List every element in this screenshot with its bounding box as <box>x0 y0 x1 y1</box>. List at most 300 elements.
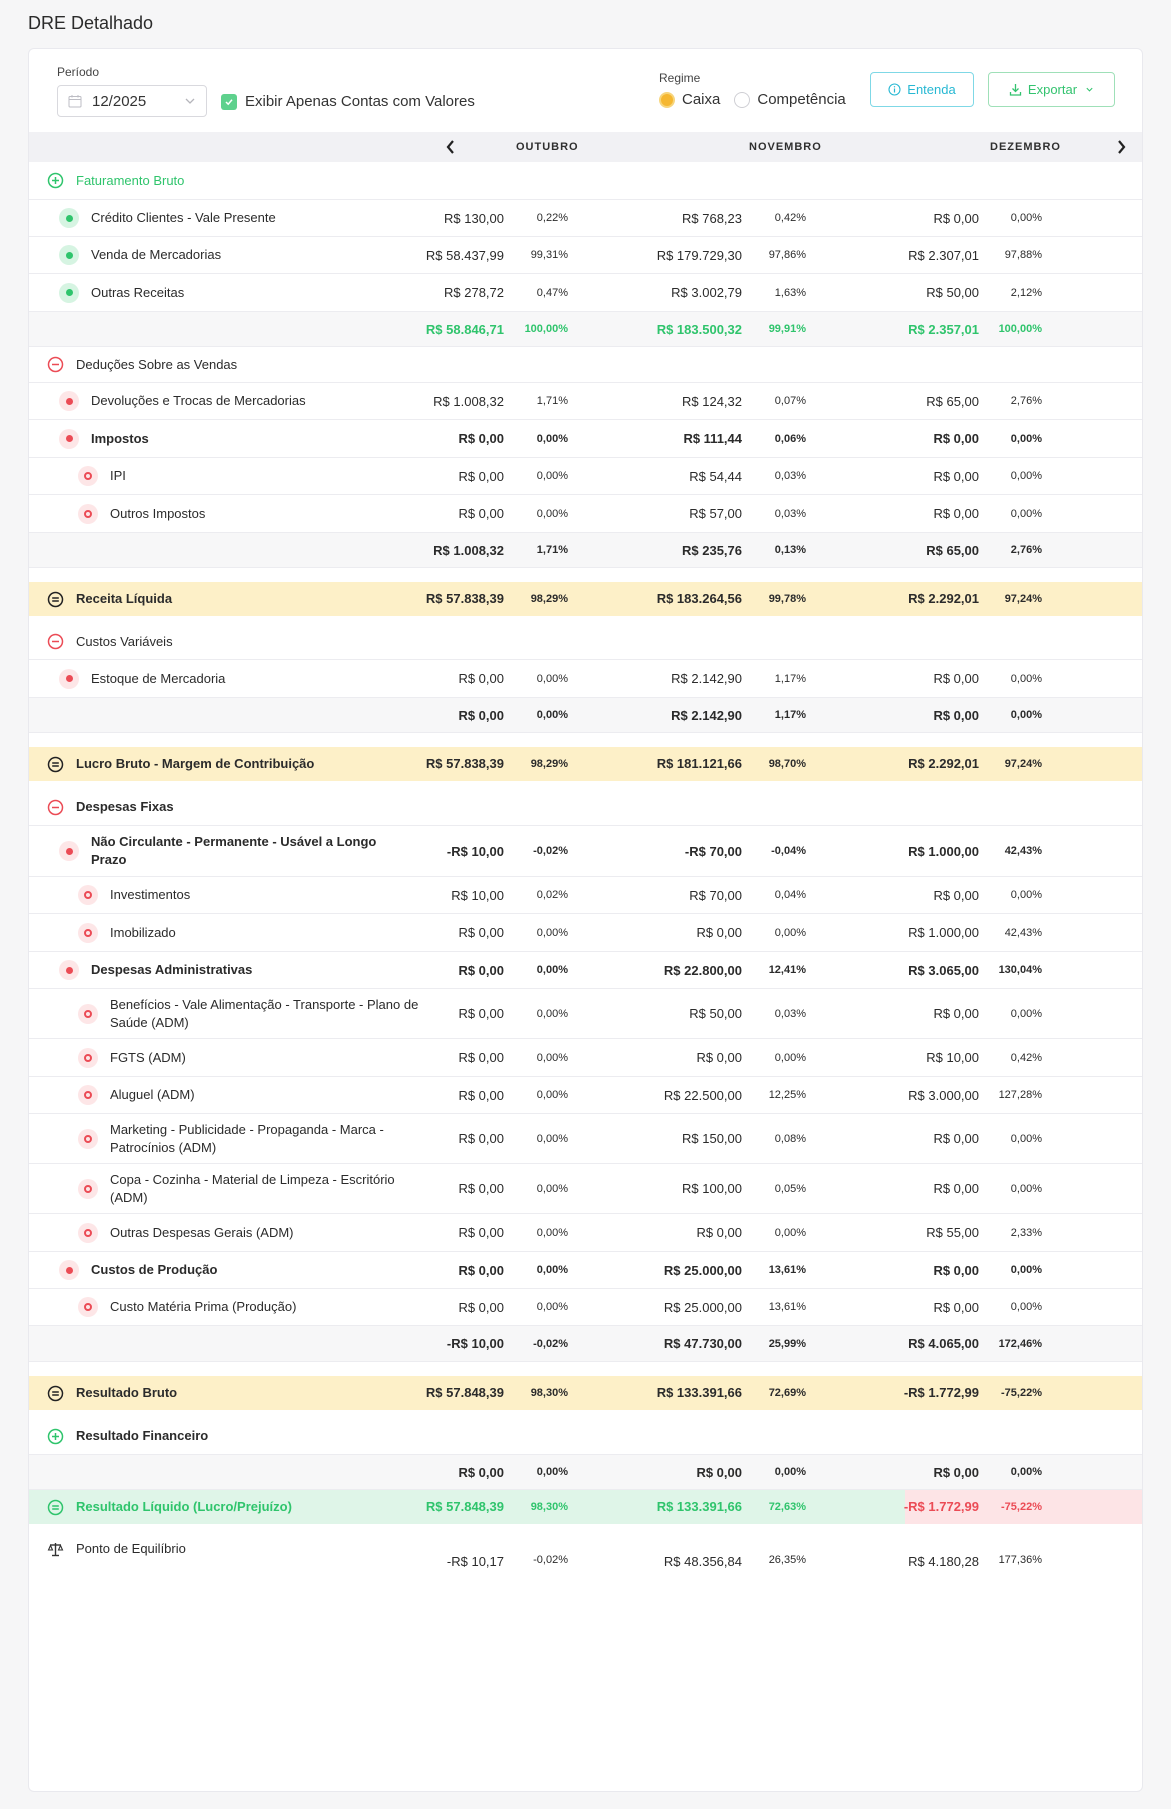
value-cell: R$ 0,00 <box>933 708 979 723</box>
value-cell: -R$ 10,00 <box>446 1336 504 1351</box>
value-cell: R$ 0,00 <box>458 1050 504 1065</box>
value-cell: R$ 0,00 <box>933 1465 979 1480</box>
row-label: Crédito Clientes - Vale Presente <box>91 210 276 225</box>
value-cell: R$ 0,00 <box>458 506 504 521</box>
chevron-down-icon <box>184 95 196 107</box>
ring-bullet-icon <box>78 1004 98 1024</box>
value-cell: R$ 0,00 <box>933 506 979 521</box>
final-row <box>29 1490 1143 1524</box>
percent-cell: 25,99% <box>768 1338 806 1350</box>
value-cell: R$ 0,00 <box>458 671 504 686</box>
value-cell: R$ 0,00 <box>458 925 504 940</box>
table-row[interactable] <box>29 914 1143 952</box>
page-title: DRE Detalhado <box>28 13 154 33</box>
percent-cell: 0,00% <box>536 1133 568 1145</box>
percent-cell: -75,22% <box>1001 1387 1042 1399</box>
row-label: Resultado Líquido (Lucro/Prejuízo) <box>76 1499 292 1514</box>
value-cell: R$ 0,00 <box>696 1225 742 1240</box>
value-cell: R$ 22.800,00 <box>663 963 742 978</box>
table-row[interactable] <box>29 989 1143 1039</box>
row-label: IPI <box>110 468 126 483</box>
percent-cell: 2,33% <box>1010 1227 1042 1239</box>
equals-circle-icon <box>47 1385 64 1402</box>
table-row[interactable] <box>29 952 1143 989</box>
value-cell: R$ 70,00 <box>689 888 742 903</box>
value-cell: R$ 50,00 <box>926 285 979 300</box>
percent-cell: 0,00% <box>774 927 806 939</box>
scale-balance-icon <box>47 1541 64 1558</box>
percent-cell: 0,00% <box>536 1227 568 1239</box>
value-cell: R$ 0,00 <box>458 1006 504 1021</box>
percent-cell: 0,00% <box>1010 889 1042 901</box>
section-row[interactable] <box>29 789 1143 826</box>
value-cell: R$ 0,00 <box>458 431 504 446</box>
period-value: 12/2025 <box>92 92 147 110</box>
row-label: Estoque de Mercadoria <box>91 670 226 686</box>
value-cell: R$ 57,00 <box>689 506 742 521</box>
percent-cell: 0,04% <box>774 889 806 901</box>
value-cell: R$ 3.000,00 <box>908 1088 979 1103</box>
entenda-button[interactable]: Entenda <box>870 72 974 107</box>
value-cell: R$ 58.437,99 <box>425 248 504 263</box>
ring-bullet-icon <box>78 885 98 905</box>
value-cell: R$ 0,00 <box>458 1225 504 1240</box>
row-label: Outros Impostos <box>110 505 206 521</box>
ring-bullet-icon <box>78 1085 98 1105</box>
value-cell: R$ 58.846,71 <box>425 322 504 337</box>
value-cell: R$ 2.292,01 <box>908 756 979 771</box>
value-cell: R$ 0,00 <box>933 671 979 686</box>
previous-month-button[interactable] <box>442 138 460 156</box>
percent-cell: 0,00% <box>536 470 568 482</box>
ring-bullet-icon <box>78 504 98 524</box>
value-cell: -R$ 10,00 <box>446 844 504 859</box>
row-label: Custos de Produção <box>91 1262 218 1277</box>
table-row[interactable] <box>29 1164 1143 1214</box>
row-label: Devoluções e Trocas de Mercadorias <box>91 393 306 408</box>
row-label: Despesas Administrativas <box>91 962 253 977</box>
section-row[interactable] <box>29 1418 1143 1455</box>
percent-cell: 1,17% <box>774 673 806 685</box>
value-cell: R$ 1.000,00 <box>908 844 979 859</box>
equals-circle-icon <box>47 756 64 773</box>
percent-cell: 0,00% <box>1010 1264 1042 1276</box>
value-cell: R$ 278,72 <box>444 285 504 300</box>
value-cell: R$ 0,00 <box>933 1300 979 1315</box>
value-cell: -R$ 70,00 <box>684 844 742 859</box>
value-cell: R$ 0,00 <box>458 1088 504 1103</box>
value-cell: R$ 25.000,00 <box>663 1263 742 1278</box>
percent-cell: 0,03% <box>774 470 806 482</box>
row-label: Custo Matéria Prima (Produção) <box>110 1299 297 1314</box>
row-label: Outras Despesas Gerais (ADM) <box>110 1224 294 1240</box>
percent-cell: 100,00% <box>524 323 568 335</box>
percent-cell: 0,00% <box>536 709 568 721</box>
percent-cell: 99,91% <box>768 323 806 335</box>
percent-cell: 0,00% <box>774 1227 806 1239</box>
percent-cell: -0,04% <box>771 845 806 857</box>
value-cell: R$ 111,44 <box>683 431 742 446</box>
value-cell: R$ 0,00 <box>933 431 979 446</box>
value-cell: R$ 181.121,66 <box>656 756 742 771</box>
value-cell: R$ 0,00 <box>933 888 979 903</box>
row-label: Não Circulante - Permanente - Usável a Longo Prazo <box>91 834 377 867</box>
regime-competencia-radio[interactable]: Competência <box>734 91 845 108</box>
percent-cell: 0,00% <box>1010 673 1042 685</box>
ring-bullet-icon <box>78 923 98 943</box>
dre-card <box>28 48 1143 1792</box>
section-row[interactable] <box>29 162 1143 200</box>
total-row <box>29 312 1143 347</box>
value-cell: R$ 0,00 <box>933 211 979 226</box>
row-label: Venda de Mercadorias <box>91 247 222 262</box>
row-label: Despesas Fixas <box>76 799 174 814</box>
value-cell: R$ 2.292,01 <box>908 591 979 606</box>
radio-selected-icon <box>659 92 675 108</box>
percent-cell: 0,00% <box>536 1052 568 1064</box>
table-row[interactable] <box>29 1214 1143 1252</box>
value-cell: R$ 0,00 <box>458 1263 504 1278</box>
toolbar <box>29 49 1142 132</box>
column-header-dezembro: DEZEMBRO <box>990 141 1061 153</box>
next-month-button[interactable] <box>1112 138 1130 156</box>
row-label: Ponto de Equilíbrio <box>76 1541 186 1556</box>
percent-cell: 99,78% <box>768 593 806 605</box>
percent-cell: 97,88% <box>1004 249 1042 261</box>
exportar-button[interactable]: Exportar <box>988 72 1115 107</box>
minus-circle-icon <box>47 633 64 650</box>
column-header-novembro: NOVEMBRO <box>749 141 822 153</box>
percent-cell: -0,02% <box>533 1338 568 1350</box>
percent-cell: 1,71% <box>536 395 568 407</box>
percent-cell: 0,00% <box>536 673 568 685</box>
row-label: Custos Variáveis <box>76 633 173 649</box>
percent-cell: 0,13% <box>774 544 806 556</box>
percent-cell: 1,63% <box>774 287 806 299</box>
bullet-icon <box>59 669 79 689</box>
percent-cell: 0,00% <box>1010 1133 1042 1145</box>
value-cell: R$ 133.391,66 <box>656 1499 742 1514</box>
period-select[interactable] <box>57 85 207 117</box>
chevron-down-icon <box>1085 85 1094 94</box>
percent-cell: 0,00% <box>536 1183 568 1195</box>
percent-cell: -0,02% <box>533 845 568 857</box>
percent-cell: 0,00% <box>1010 1183 1042 1195</box>
row-label: Copa - Cozinha - Material de Limpeza - Escritório (ADM) <box>110 1171 395 1205</box>
bullet-icon <box>59 429 79 449</box>
table-row[interactable] <box>29 877 1143 914</box>
value-cell: R$ 10,00 <box>926 1050 979 1065</box>
row-label: Resultado Financeiro <box>76 1428 209 1443</box>
value-cell: R$ 3.065,00 <box>908 963 979 978</box>
percent-cell: 26,35% <box>768 1554 806 1566</box>
percent-cell: 0,00% <box>536 508 568 520</box>
plus-circle-icon <box>47 172 64 189</box>
value-cell: R$ 1.008,32 <box>433 543 504 558</box>
minus-circle-icon <box>47 799 64 816</box>
value-cell: R$ 0,00 <box>696 925 742 940</box>
row-label: FGTS (ADM) <box>110 1049 186 1065</box>
value-cell: R$ 0,00 <box>458 469 504 484</box>
percent-cell: 99,31% <box>530 249 568 261</box>
ring-bullet-icon <box>78 1297 98 1317</box>
percent-cell: 2,76% <box>1010 395 1042 407</box>
percent-cell: 0,07% <box>774 395 806 407</box>
percent-cell: 13,61% <box>768 1301 806 1313</box>
percent-cell: 127,28% <box>998 1089 1042 1101</box>
percent-cell: 0,00% <box>774 1052 806 1064</box>
value-cell: R$ 0,00 <box>458 1300 504 1315</box>
percent-cell: 12,41% <box>768 964 806 976</box>
percent-cell: 0,00% <box>536 1089 568 1101</box>
table-row[interactable] <box>29 420 1143 458</box>
percent-cell: 0,00% <box>1010 1466 1042 1478</box>
value-cell: R$ 0,00 <box>933 1006 979 1021</box>
table-row[interactable] <box>29 495 1143 533</box>
percent-cell: 42,43% <box>1004 927 1042 939</box>
percent-cell: 97,24% <box>1004 758 1042 770</box>
periodo-label: Período <box>57 65 100 79</box>
table-row[interactable] <box>29 1114 1143 1164</box>
percent-cell: 97,86% <box>768 249 806 261</box>
value-cell: R$ 124,32 <box>682 394 742 409</box>
minus-circle-icon <box>47 356 64 373</box>
percent-cell: 98,29% <box>530 758 568 770</box>
value-cell: R$ 2.357,01 <box>908 322 979 337</box>
percent-cell: -0,02% <box>533 1554 568 1566</box>
value-cell: R$ 0,00 <box>458 1181 504 1196</box>
percent-cell: 0,00% <box>536 1466 568 1478</box>
value-cell: R$ 65,00 <box>926 543 979 558</box>
table-row[interactable] <box>29 1039 1143 1077</box>
percent-cell: 1,71% <box>536 544 568 556</box>
percent-cell: 98,30% <box>530 1501 568 1513</box>
percent-cell: 0,03% <box>774 1008 806 1020</box>
percent-cell: 0,02% <box>536 889 568 901</box>
percent-cell: 98,30% <box>530 1387 568 1399</box>
plus-circle-icon <box>47 1428 64 1445</box>
table-row[interactable] <box>29 1289 1143 1326</box>
value-cell: R$ 130,00 <box>444 211 504 226</box>
percent-cell: 100,00% <box>998 323 1042 335</box>
percent-cell: 130,04% <box>998 964 1042 976</box>
percent-cell: 97,24% <box>1004 593 1042 605</box>
value-cell: R$ 183.500,32 <box>656 322 742 337</box>
breakeven-row <box>29 1524 1143 1580</box>
regime-caixa-radio[interactable]: Caixa <box>659 91 720 108</box>
value-cell: R$ 3.002,79 <box>671 285 742 300</box>
total-row <box>29 533 1143 568</box>
percent-cell: 0,00% <box>536 1264 568 1276</box>
value-cell: R$ 0,00 <box>458 1465 504 1480</box>
percent-cell: 12,25% <box>768 1089 806 1101</box>
percent-cell: 2,76% <box>1010 544 1042 556</box>
value-cell: R$ 50,00 <box>689 1006 742 1021</box>
percent-cell: 177,36% <box>998 1554 1042 1566</box>
row-label: Marketing - Publicidade - Propaganda - Marca - Patrocínios (ADM) <box>110 1121 384 1155</box>
percent-cell: 0,00% <box>1010 1008 1042 1020</box>
percent-cell: 172,46% <box>998 1338 1042 1350</box>
percent-cell: 0,00% <box>536 927 568 939</box>
percent-cell: 42,43% <box>1004 845 1042 857</box>
value-cell: R$ 0,00 <box>933 1263 979 1278</box>
table-row[interactable] <box>29 274 1143 312</box>
ring-bullet-icon <box>78 1048 98 1068</box>
value-cell: R$ 1.000,00 <box>908 925 979 940</box>
value-cell: R$ 2.142,90 <box>671 708 742 723</box>
percent-cell: -75,22% <box>1001 1501 1042 1513</box>
value-cell: R$ 133.391,66 <box>656 1385 742 1400</box>
value-cell: R$ 4.180,28 <box>908 1554 979 1569</box>
value-cell: R$ 55,00 <box>926 1225 979 1240</box>
equals-circle-icon <box>47 1499 64 1516</box>
value-cell: R$ 0,00 <box>696 1050 742 1065</box>
result-row <box>29 1376 1143 1410</box>
value-cell: R$ 10,00 <box>451 888 504 903</box>
ring-bullet-icon <box>78 1179 98 1199</box>
percent-cell: 0,00% <box>536 1008 568 1020</box>
value-cell: -R$ 10,17 <box>446 1554 504 1569</box>
regime-label: Regime <box>659 71 701 85</box>
percent-cell: 0,00% <box>1010 470 1042 482</box>
percent-cell: 0,00% <box>1010 508 1042 520</box>
value-cell: R$ 0,00 <box>933 1131 979 1146</box>
calendar-icon <box>68 94 82 108</box>
table-row[interactable] <box>29 826 1143 877</box>
section-row[interactable] <box>29 624 1143 660</box>
percent-cell: 0,22% <box>536 212 568 224</box>
value-cell: R$ 150,00 <box>682 1131 742 1146</box>
ring-bullet-icon <box>78 1223 98 1243</box>
column-header-outubro: OUTUBRO <box>516 141 579 153</box>
value-cell: R$ 54,44 <box>689 469 742 484</box>
table-row[interactable] <box>29 383 1143 420</box>
row-label: Resultado Bruto <box>76 1385 178 1400</box>
row-label: Receita Líquida <box>76 591 173 606</box>
row-label: Investimentos <box>110 887 191 902</box>
row-label: Faturamento Bruto <box>76 172 185 188</box>
checkbox-label: Exibir Apenas Contas com Valores <box>245 93 475 110</box>
value-cell: R$ 0,00 <box>458 963 504 978</box>
value-cell: R$ 22.500,00 <box>663 1088 742 1103</box>
bullet-icon <box>59 841 79 861</box>
percent-cell: 0,00% <box>536 964 568 976</box>
value-cell: R$ 2.142,90 <box>671 671 742 686</box>
value-cell: R$ 47.730,00 <box>663 1336 742 1351</box>
result-row <box>29 747 1143 781</box>
value-cell: R$ 768,23 <box>682 211 742 226</box>
bullet-icon <box>59 283 79 303</box>
ring-bullet-icon <box>78 466 98 486</box>
month-header <box>29 132 1143 162</box>
percent-cell: 0,00% <box>1010 709 1042 721</box>
percent-cell: 0,42% <box>774 212 806 224</box>
value-cell: R$ 48.356,84 <box>663 1554 742 1569</box>
percent-cell: 0,05% <box>774 1183 806 1195</box>
table-row[interactable] <box>29 458 1143 495</box>
row-label: Aluguel (ADM) <box>110 1087 195 1102</box>
value-cell: R$ 0,00 <box>933 469 979 484</box>
percent-cell: 0,06% <box>774 433 806 445</box>
percent-cell: 0,00% <box>1010 433 1042 445</box>
percent-cell: 0,47% <box>536 287 568 299</box>
download-icon <box>1009 83 1022 96</box>
radio-unselected-icon <box>734 92 750 108</box>
value-cell: R$ 0,00 <box>458 708 504 723</box>
table-row[interactable] <box>29 200 1143 237</box>
value-cell: R$ 57.848,39 <box>425 1499 504 1514</box>
value-cell: R$ 0,00 <box>458 1131 504 1146</box>
row-label: Deduções Sobre as Vendas <box>76 356 238 372</box>
result-row <box>29 582 1143 616</box>
bullet-icon <box>59 960 79 980</box>
table-row[interactable] <box>29 1077 1143 1114</box>
percent-cell: 0,42% <box>1010 1052 1042 1064</box>
value-cell: R$ 0,00 <box>696 1465 742 1480</box>
section-row[interactable] <box>29 347 1143 383</box>
ring-bullet-icon <box>78 1129 98 1149</box>
percent-cell: 0,00% <box>1010 212 1042 224</box>
checkbox-checked-icon <box>221 94 237 110</box>
value-cell: R$ 0,00 <box>933 1181 979 1196</box>
percent-cell: 0,00% <box>536 1301 568 1313</box>
total-row <box>29 698 1143 733</box>
value-cell: -R$ 1.772,99 <box>903 1499 979 1514</box>
show-only-with-values-checkbox[interactable] <box>221 93 475 110</box>
value-cell: R$ 1.008,32 <box>433 394 504 409</box>
total-row <box>29 1455 1143 1490</box>
row-label: Lucro Bruto - Margem de Contribuição <box>76 756 315 771</box>
value-cell: R$ 4.065,00 <box>908 1336 979 1351</box>
value-cell: -R$ 1.772,99 <box>903 1385 979 1400</box>
value-cell: R$ 57.838,39 <box>425 756 504 771</box>
table-row[interactable] <box>29 660 1143 698</box>
percent-cell: 0,00% <box>536 433 568 445</box>
value-cell: R$ 57.838,39 <box>425 591 504 606</box>
value-cell: R$ 100,00 <box>682 1181 742 1196</box>
percent-cell: 98,29% <box>530 593 568 605</box>
value-cell: R$ 183.264,56 <box>656 591 742 606</box>
value-cell: R$ 179.729,30 <box>656 248 742 263</box>
percent-cell: 2,12% <box>1010 287 1042 299</box>
total-row <box>29 1326 1143 1362</box>
percent-cell: 13,61% <box>768 1264 806 1276</box>
bullet-icon <box>59 1260 79 1280</box>
equals-circle-icon <box>47 591 64 608</box>
row-label: Outras Receitas <box>91 284 185 300</box>
row-label: Imobilizado <box>110 924 176 940</box>
percent-cell: 0,08% <box>774 1133 806 1145</box>
percent-cell: 98,70% <box>768 758 806 770</box>
percent-cell: 1,17% <box>774 709 806 721</box>
percent-cell: 0,03% <box>774 508 806 520</box>
regime-radio-group <box>659 91 860 108</box>
info-icon <box>888 83 901 96</box>
value-cell: R$ 25.000,00 <box>663 1300 742 1315</box>
bullet-icon <box>59 245 79 265</box>
value-cell: R$ 65,00 <box>926 394 979 409</box>
bullet-icon <box>59 391 79 411</box>
percent-cell: 0,00% <box>774 1466 806 1478</box>
value-cell: R$ 235,76 <box>682 543 742 558</box>
bullet-icon <box>59 208 79 228</box>
value-cell: R$ 57.848,39 <box>425 1385 504 1400</box>
row-label: Benefícios - Vale Alimentação - Transporte - Plano de Saúde (ADM) <box>110 996 419 1030</box>
table-row[interactable] <box>29 1252 1143 1289</box>
percent-cell: 72,69% <box>768 1387 806 1399</box>
table-row[interactable] <box>29 237 1143 274</box>
value-cell: R$ 2.307,01 <box>908 248 979 263</box>
